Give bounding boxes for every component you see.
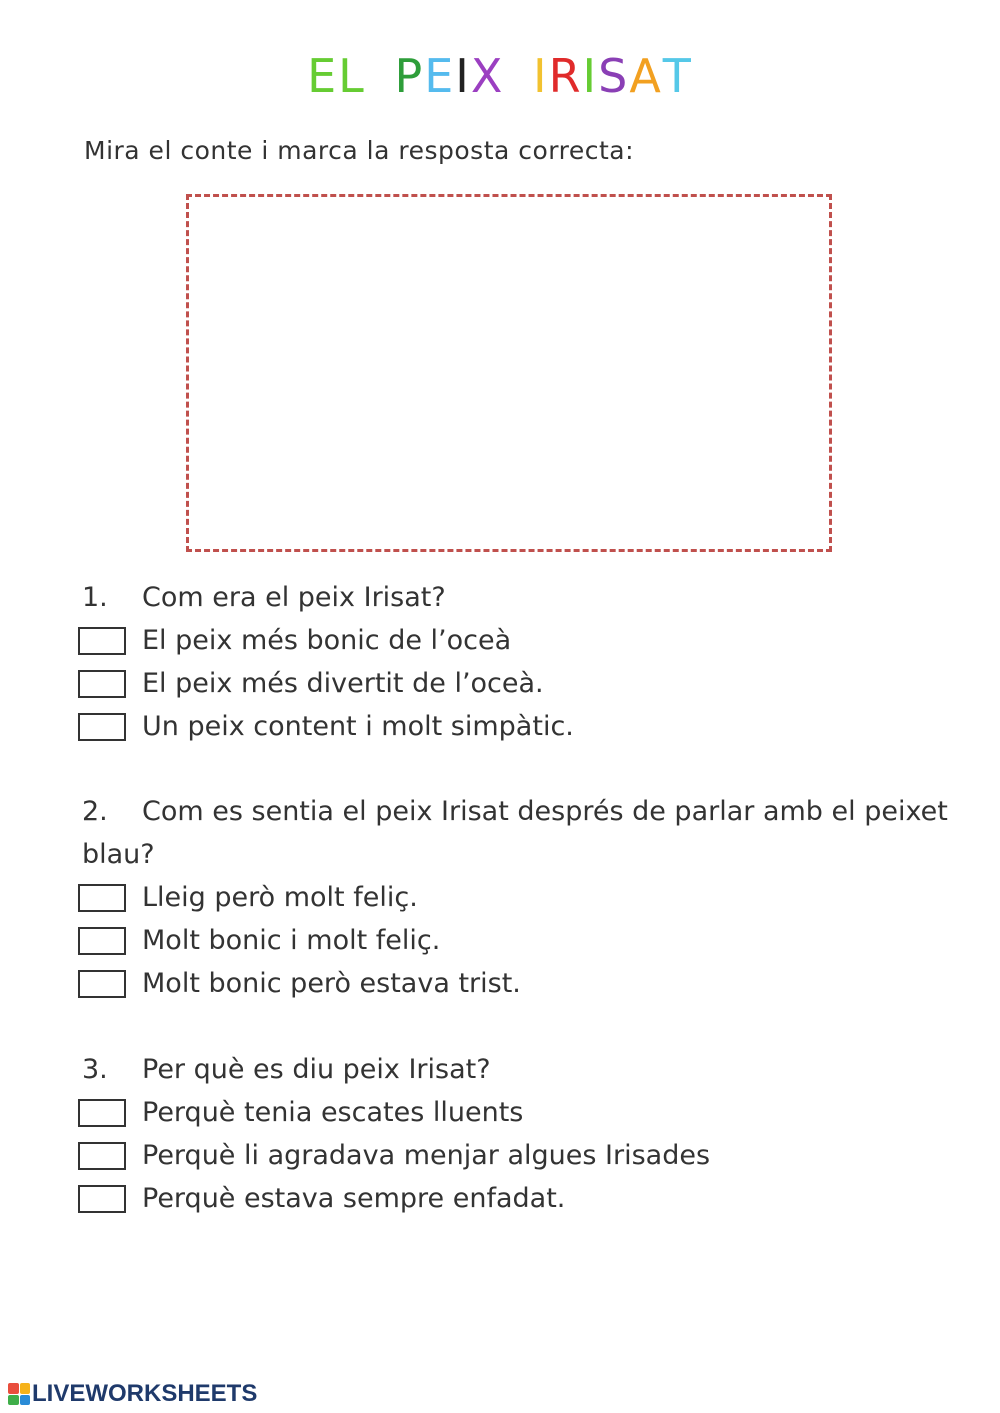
- title-letter: P: [394, 49, 425, 103]
- title-word-el: [307, 46, 366, 106]
- answer-label: Molt bonic però estava trist.: [142, 968, 521, 999]
- logo-square: [20, 1383, 31, 1394]
- answer-checkbox[interactable]: [78, 1142, 126, 1170]
- answer-option[interactable]: [78, 876, 962, 919]
- title-letter: E: [424, 49, 456, 103]
- question-label: Per què es diu peix Irisat?: [142, 1054, 491, 1085]
- question-3: [82, 1048, 962, 1220]
- answer-option[interactable]: [78, 662, 962, 705]
- answer-checkbox[interactable]: [78, 884, 126, 912]
- answer-option[interactable]: [78, 705, 962, 748]
- answer-label: El peix més divertit de l’oceà.: [142, 668, 544, 699]
- question-text: [82, 1048, 962, 1091]
- title-letter: T: [662, 49, 693, 103]
- question-1: [82, 576, 962, 748]
- question-number: 1.: [82, 582, 108, 613]
- answer-option[interactable]: [78, 962, 962, 1005]
- logo-square: [8, 1383, 19, 1394]
- answer-label: Lleig però molt feliç.: [142, 882, 418, 913]
- story-image-frame: [186, 194, 832, 552]
- title-letter: L: [338, 49, 366, 103]
- title-letter: R: [548, 49, 583, 103]
- question-number: 2.: [82, 796, 108, 827]
- answer-checkbox[interactable]: [78, 713, 126, 741]
- title-letter: A: [629, 49, 663, 103]
- worksheet-title: [0, 46, 1000, 106]
- question-text: [82, 790, 962, 876]
- title-letter: S: [598, 49, 630, 103]
- title-letter: I: [455, 49, 471, 103]
- title-letter: X: [470, 49, 505, 103]
- footer-brand-text: LIVEWORKSHEETS: [32, 1380, 258, 1407]
- answer-option[interactable]: [78, 919, 962, 962]
- footer-brand: [8, 1380, 257, 1408]
- answer-checkbox[interactable]: [78, 970, 126, 998]
- question-label: Com era el peix Irisat?: [142, 582, 446, 613]
- instructions-text: Mira el conte i marca la resposta correcta:: [84, 136, 635, 165]
- liveworksheets-logo-icon: [8, 1383, 30, 1405]
- answer-option[interactable]: [78, 1177, 962, 1220]
- answer-option[interactable]: [78, 1134, 962, 1177]
- answer-option[interactable]: [78, 1091, 962, 1134]
- answer-label: Un peix content i molt simpàtic.: [142, 711, 574, 742]
- answer-checkbox[interactable]: [78, 1099, 126, 1127]
- answer-label: El peix més bonic de l’oceà: [142, 625, 512, 656]
- logo-square: [8, 1395, 19, 1406]
- title-letter: E: [307, 49, 339, 103]
- answer-label: Perquè li agradava menjar algues Irisades: [142, 1140, 711, 1171]
- question-2: [82, 790, 962, 1005]
- title-word-irisat: [533, 46, 693, 106]
- title-letter: I: [582, 49, 599, 103]
- question-number: 3.: [82, 1054, 108, 1085]
- answer-label: Molt bonic i molt feliç.: [142, 925, 441, 956]
- answer-checkbox[interactable]: [78, 670, 126, 698]
- question-label: Com es sentia el peix Irisat després de parlar amb el peixet blau?: [82, 796, 948, 870]
- answer-option[interactable]: [78, 619, 962, 662]
- title-letter: I: [532, 49, 549, 103]
- title-word-peix: [394, 46, 504, 106]
- answer-label: Perquè estava sempre enfadat.: [142, 1183, 566, 1214]
- logo-square: [20, 1395, 31, 1406]
- answer-checkbox[interactable]: [78, 627, 126, 655]
- answer-checkbox[interactable]: [78, 1185, 126, 1213]
- answer-label: Perquè tenia escates lluents: [142, 1097, 524, 1128]
- question-text: [82, 576, 962, 619]
- answer-checkbox[interactable]: [78, 927, 126, 955]
